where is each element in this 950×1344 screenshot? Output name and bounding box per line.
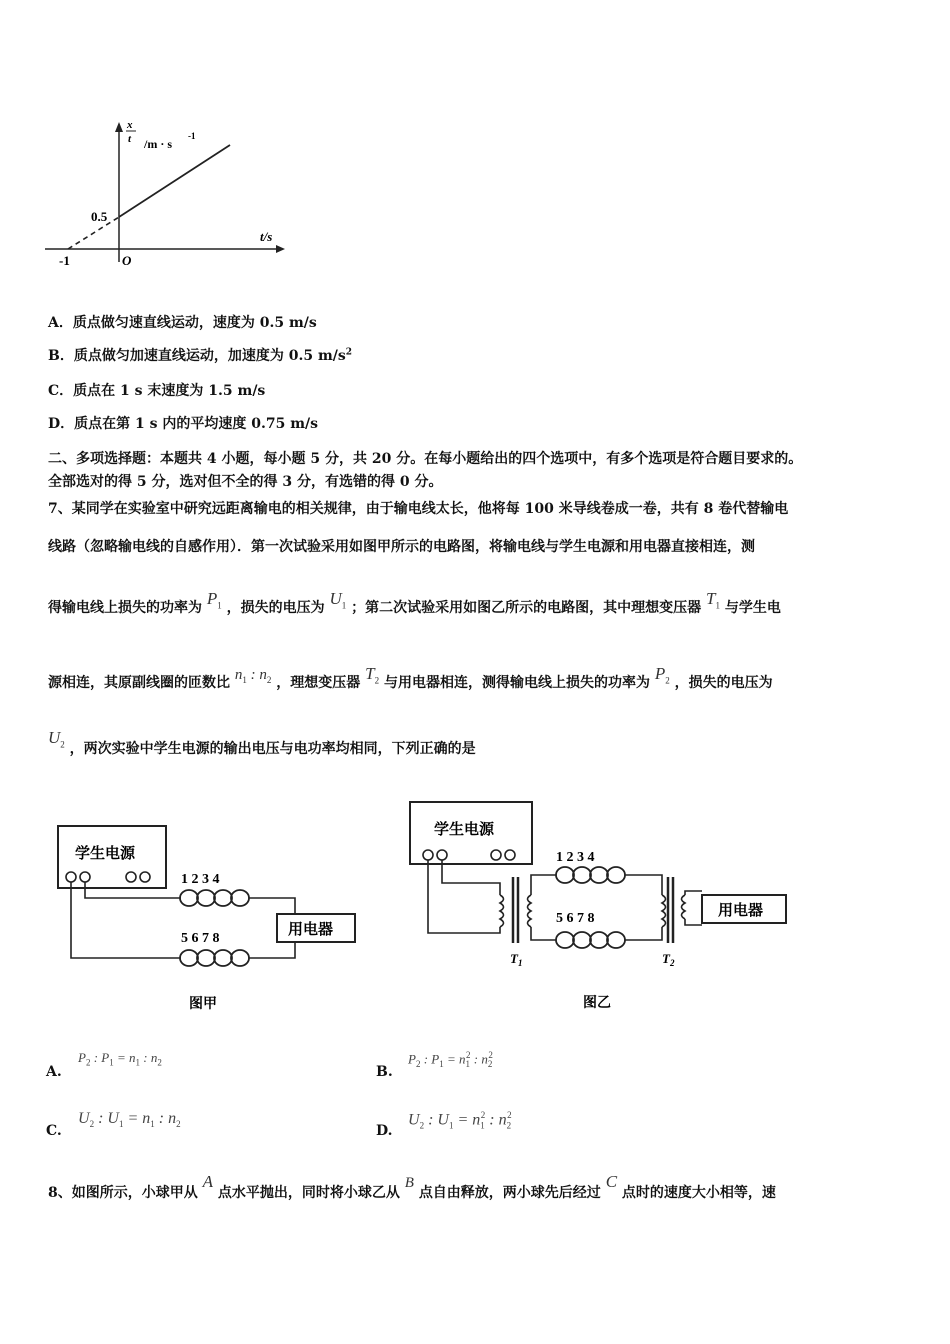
t2-secondary-coil — [682, 895, 686, 919]
q7-option-a-formula: $P_2$ : $P_1 = n_1$ : $n_2$ — [78, 1050, 162, 1068]
q6-option-c — [48, 380, 265, 400]
wire-t1-primary-bottom — [428, 860, 500, 933]
option-text: 质点在 1 s 末速度为 1.5 m/s — [73, 383, 266, 399]
x-axis-arrow — [276, 245, 285, 253]
graph-line — [119, 145, 230, 217]
option-label: D． — [48, 416, 75, 432]
option-label: B． — [48, 348, 74, 364]
wire-bottom — [71, 882, 181, 958]
terminal — [80, 872, 90, 882]
q6-option-d — [48, 413, 318, 433]
terminal — [505, 850, 515, 860]
figure-caption-b: 图乙 — [583, 995, 611, 1011]
symbol-ratio-n1-n2: $n_1$ : $n_2$ — [234, 667, 272, 685]
coil-bottom — [180, 950, 249, 966]
x-label: t/s — [260, 229, 273, 244]
t2-label: $T_2$ — [662, 951, 675, 968]
option-text: 质点在第 1 s 内的平均速度 0.75 m/s — [74, 416, 319, 432]
wire-top-right — [249, 898, 295, 914]
figure-caption-a: 图甲 — [189, 996, 217, 1012]
device-label: 用电器 — [718, 901, 764, 919]
option-sup: 2 — [345, 347, 353, 358]
q7-option-b-label: B. — [376, 1064, 393, 1080]
symbol-u2: $U_2$ — [48, 728, 65, 750]
wire-t1-primary-top — [442, 860, 500, 895]
power-source-label: 学生电源 — [75, 844, 136, 862]
symbol-u1: $U_1$ — [329, 589, 347, 611]
q7-line5: $U_2$ ，两次实验中学生电源的输出电压与电功率均相同，下列正确的是 — [48, 728, 476, 757]
q7-line3: 得输电线上损失的功率为 $P_1$ ，损失的电压为 $U_1$ ；第二次试验采用如图乙所示的电路图，其中理想变压器 $T_1$ 与学生电 — [48, 589, 781, 616]
q7-option-c-formula: $U_2$ : $U_1 = n_1$ : $n_2$ — [78, 1110, 181, 1130]
section2-line2: 全部选对的得 5 分，选对但不全的得 3 分，有选错的得 0 分。 — [48, 474, 443, 490]
coil-top — [180, 890, 249, 906]
option-text: 质点做匀加速直线运动，加速度为 0.5 m/s — [73, 348, 346, 364]
symbol-c: C — [605, 1172, 618, 1191]
wire-t2-secondary-bottom — [685, 919, 702, 925]
wire-bottom-right — [249, 942, 295, 958]
y-axis-arrow — [115, 122, 123, 132]
t1-label: $T_1$ — [510, 951, 523, 968]
q8-line1: 8、如图所示，小球甲从 A 点水平抛出，同时将小球乙从 B 点自由释放，两小球先后经过 C 点时的速度大小相等，速 — [48, 1172, 776, 1201]
terminal — [491, 850, 501, 860]
terminal — [423, 850, 433, 860]
q6-option-b — [48, 345, 352, 365]
origin-label: O — [122, 253, 132, 268]
section2-line1: 二、多项选择题：本题共 4 小题，每小题 5 分，共 20 分。在每小题给出的四个选项中，有多个选项是符合题目要求的。 — [48, 451, 803, 467]
device-label: 用电器 — [288, 920, 334, 938]
symbol-a: A — [202, 1172, 214, 1191]
q7-option-d-formula: $U_2$ : $U_1 = n_1^2$ : $n_2^2$ — [408, 1110, 512, 1131]
coil-top-numbers: 1 2 3 4 — [556, 850, 595, 865]
wire-line-bottom-left — [531, 927, 556, 940]
terminal — [437, 850, 447, 860]
symbol-b: B — [404, 1175, 414, 1191]
q7-option-b-formula: $P_2$ : $P_1 = n_1^2$ : $n_2^2$ — [408, 1050, 493, 1069]
wire-line-top-right — [625, 875, 662, 895]
y-unit-exp: -1 — [188, 131, 196, 141]
q7-line4: 源相连，其原副线圈的匝数比 $n_1$ : $n_2$ ，理想变压器 $T_2$ 与用电器相连，测得输电线上损失的功率为 $P_2$ ，损失的电压为 — [48, 664, 773, 691]
circuit-diagram-a — [55, 820, 375, 1020]
q7-line1: 7、某同学在实验室中研究远距离输电的相关规律，由于输电线太长，他将每 100 米导线卷成一卷，共有 8 卷代替输电 — [48, 501, 789, 517]
velocity-graph — [40, 110, 290, 275]
circuit-diagram-b — [400, 795, 820, 1020]
coil-top — [556, 867, 625, 883]
option-label: C． — [48, 383, 74, 399]
wire-line-bottom-right — [625, 927, 662, 940]
y-unit: /m · s — [144, 137, 173, 151]
terminal — [126, 872, 136, 882]
t2-primary-coil — [662, 895, 666, 927]
option-label: A． — [48, 315, 73, 331]
coil-bottom-numbers: 5 6 7 8 — [556, 911, 595, 926]
y-intercept-label: 0.5 — [91, 209, 108, 224]
y-label-num: x — [127, 119, 133, 131]
q7-option-c-label: C. — [46, 1123, 62, 1139]
t1-primary-coil — [500, 895, 504, 927]
q6-option-a — [48, 312, 317, 332]
symbol-p1: $P_1$ — [206, 589, 222, 611]
option-text: 质点做匀速直线运动，速度为 0.5 m/s — [72, 315, 317, 331]
q7-line2: 线路（忽略输电线的自感作用）．第一次试验采用如图甲所示的电路图，将输电线与学生电源和用电器直接相连，测 — [48, 539, 755, 555]
power-source-label: 学生电源 — [434, 820, 495, 838]
symbol-t1: $T_1$ — [706, 589, 721, 611]
t1-secondary-coil — [528, 895, 532, 927]
wire-t2-secondary-top — [685, 891, 702, 895]
terminal — [140, 872, 150, 882]
terminal — [66, 872, 76, 882]
y-label-den: t — [128, 133, 132, 145]
x-intercept-label: -1 — [59, 253, 70, 268]
coil-bottom — [556, 932, 625, 948]
coil-bottom-numbers: 5 6 7 8 — [181, 931, 220, 946]
coil-top-numbers: 1 2 3 4 — [181, 872, 220, 887]
q7-option-a-label: A. — [46, 1064, 62, 1080]
wire-line-top-left — [531, 875, 556, 895]
symbol-t2: $T_2$ — [365, 664, 380, 686]
symbol-p2: $P_2$ — [654, 664, 670, 686]
q7-option-d-label: D. — [376, 1123, 393, 1139]
